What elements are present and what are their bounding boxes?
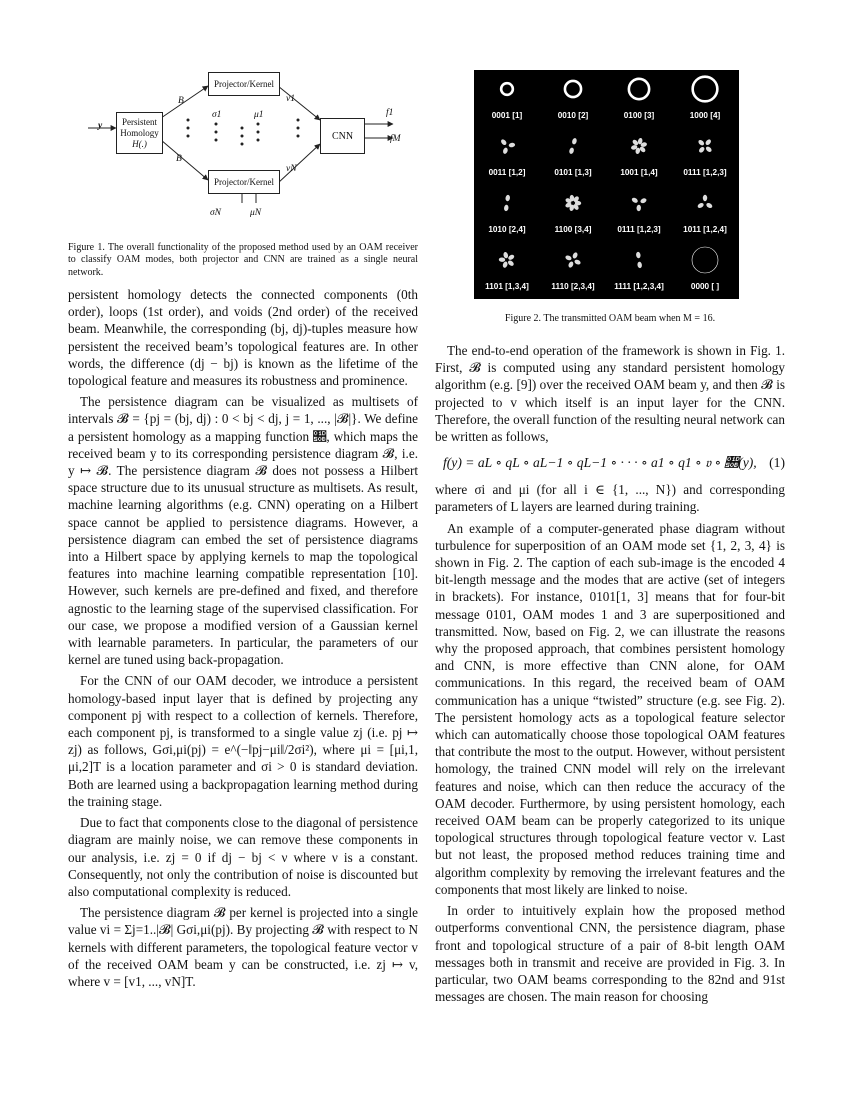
oam-beam-label: 0111 [1,2,3] (617, 225, 661, 234)
oam-beam-pattern (558, 74, 588, 104)
left-column (68, 286, 418, 994)
figure-2-oam-beams (474, 70, 739, 299)
oam-beam-pattern (558, 131, 588, 161)
oam-beam-cell (606, 127, 672, 184)
oam-beam-pattern (492, 74, 522, 104)
oam-beam-pattern (492, 131, 522, 161)
oam-beam-label: 0010 [2] (557, 111, 589, 120)
oam-beam-pattern (624, 131, 654, 161)
oam-beam-label: 1011 [1,2,4] (683, 225, 727, 234)
right-paragraph-2: where σi and μi (for all i ∈ {1, ..., N}) and corresponding parameters of L layers are learned during training. (435, 482, 785, 515)
cnn-box: CNN (320, 118, 365, 154)
left-paragraph-2: The persistence diagram can be visualized as multisets of intervals 𝓑 = {pj = (bj, dj) : 0 < bj < dj, j = 1, ..., |𝓑|}. We define a persistent homology as a mapping function 𝔋, which maps the received beam y to its corresponding persistence diagram 𝓑, i.e. y ↦ 𝓑. The persistence diagram 𝓑 does not possess a Hilbert space structure due to its unusual structure as multisets. As result, machine learning algorithms (e.g. CNN) operating on a Hilbert space cannot be applied to persistence diagrams. However, a persistence diagram can embed the set of persistence diagrams into a Hilbert space by applying kernels to map the topological features into machine learning compatible representation [10]. However, such kernels are pre-defined and fixed, and therefore agnostic to the learning stage of the supervised classification. For our case, we propose a modified version of a Gaussian kernel with learnable parameters. In particular, the parameters of our kernel are tuned using back-propagation. (68, 394, 418, 668)
projector-kernel-bottom: Projector/Kernel (208, 170, 280, 194)
oam-beam-cell (672, 127, 738, 184)
oam-beam-pattern (558, 188, 588, 218)
sigmaN-label: σN (210, 208, 222, 218)
persistent-homology-box (116, 112, 163, 154)
oam-beam-label: 0001 [1] (491, 111, 523, 120)
equation-text: f(y) = aL ∘ qL ∘ aL−1 ∘ qL−1 ∘ · · · ∘ a1 ∘ q1 ∘ 𝔳 ∘ 𝔋(y), (443, 455, 757, 471)
oam-beam-label: 1110 [2,3,4] (551, 282, 595, 291)
oam-beam-cell (672, 184, 738, 241)
equation-1 (443, 455, 785, 471)
oam-beam-label: 1100 [3,4] (554, 225, 592, 234)
equation-number: (1) (769, 455, 785, 471)
oam-beam-label: 0101 [1,3] (554, 168, 592, 177)
oam-beam-label: 1000 [4] (689, 111, 721, 120)
b-top-label: B (178, 96, 184, 106)
ph-line-3: H(.) (132, 138, 147, 149)
projector-kernel-top: Projector/Kernel (208, 72, 280, 96)
figure-1-caption: Figure 1. The overall functionality of the proposed method used by an OAM receiver to classify OAM modes, both projector and CNN are trained as a single neural network. (68, 242, 418, 278)
oam-beam-pattern (690, 74, 720, 104)
b-bottom-label: B (176, 154, 182, 164)
left-paragraph-1: persistent homology detects the connected components (0th order), loops (1st order), and voids (2nd order) of the received beam. Meanwhile, the corresponding (bj, dj)-tuples measure how persistent the received beam’s topological features are. In other words, the difference (dj − bj) is known as the lifetime of the topological feature and measures its robustness and prominence. (68, 287, 418, 389)
oam-beam-label: 1101 [1,3,4] (485, 282, 529, 291)
oam-beam-cell (672, 241, 738, 298)
ph-line-1: Persistent (122, 116, 157, 127)
left-paragraph-3: For the CNN of our OAM decoder, we introduce a persistent homology-based input layer that is defined by projecting any component pj with respect to a collection of kernels. Therefore, each component pj, is transformed to a single value zj (i.e. pj ↦ zj) as follows, Gσi,μi(pj) = e^(−‖pj−μi‖/2σi²), where μi = [μi,1, μi,2]T is a location parameter and σi > 0 is standard deviation. Both are learned using a backpropagation learning method during the training stage. (68, 673, 418, 809)
oam-beam-pattern (690, 188, 720, 218)
fM-label: fM (390, 134, 401, 144)
oam-beam-label: 0000 [ ] (690, 282, 720, 291)
mu1-label: μ1 (254, 110, 264, 120)
right-column (435, 342, 785, 1009)
ph-line-2: Homology (120, 127, 159, 138)
oam-beam-cell (474, 127, 540, 184)
v1-label: v1 (286, 94, 295, 104)
oam-beam-pattern (624, 188, 654, 218)
input-label: y (98, 121, 103, 131)
oam-beam-pattern (492, 188, 522, 218)
right-paragraph-3: An example of a computer-generated phase diagram without turbulence for superposition of an OAM mode set {1, 2, 3, 4} is shown in Fig. 2. The caption of each sub-image is the encoded 4 bit-length message and the modes that are active (set of integers in brackets). For instance, 0101[1, 3] means that for four-bit message 0101, OAM modes 1 and 3 are superpositioned and transmitted. Now, based on Fig. 2, we can illustrate the reasons why the proposed approach, that combines persistent homology and CNN, is more effective than CNN alone, for OAM communications. In this regard, the received beam of OAM communication has a unique “twisted” structure (e.g. see Fig. 2). The persistent homology acts as a topological feature selector which can automatically choose those topological OAM features that contribute the most to the output. However, without persistent homology, the trained CNN model will rely on the irrelevant features and noise, which can then reduce the accuracy of the OAM decoder. Furthermore, by using persistent homology, each received OAM beam can be properly categorized to its unique topological structures through topological feature vector v. Last but not least, the proposed method reduces training time and algorithm complexity by removing the irrelevant features and the components that most likely are linked to noise. (435, 520, 785, 897)
oam-beam-label: 0011 [1,2] (488, 168, 526, 177)
sigma1-label: σ1 (212, 110, 222, 120)
oam-beam-cell (540, 127, 606, 184)
oam-beam-pattern (624, 245, 654, 275)
oam-beam-label: 1001 [1,4] (620, 168, 658, 177)
oam-beam-label: 1010 [2,4] (488, 225, 526, 234)
vN-label: vN (286, 164, 297, 174)
oam-beam-pattern (558, 245, 588, 275)
oam-beam-pattern (624, 74, 654, 104)
oam-beam-cell (606, 70, 672, 127)
oam-beam-cell (474, 184, 540, 241)
oam-beam-cell (606, 184, 672, 241)
oam-beam-cell (606, 241, 672, 298)
figure-2-caption: Figure 2. The transmitted OAM beam when M = 16. (504, 313, 716, 324)
oam-beam-cell (540, 70, 606, 127)
oam-beam-pattern (690, 131, 720, 161)
oam-beam-pattern (690, 245, 720, 275)
oam-beam-cell (474, 70, 540, 127)
oam-beam-label: 0100 [3] (623, 111, 655, 120)
left-paragraph-4: Due to fact that components close to the diagonal of persistence diagram are mainly noise, we can remove these components in our analysis, i.e. zj = 0 if dj − bj < ν where ν is a constant. Consequently, not only the contribution of noise is discounted but also computational complexity is reduced. (68, 815, 418, 899)
muN-label: μN (250, 208, 262, 218)
right-paragraph-4: In order to intuitively explain how the proposed method outperforms conventional CNN, the persistence diagram, phase front and topological structure of a pair of 8-bit length OAM messages both in transmit and receive are provided in Fig. 3. In particular, two OAM beams corresponding to the 82nd and 91st messages are chosen. The main reason for choosing (435, 903, 785, 1005)
oam-beam-label: 1111 [1,2,3,4] (614, 282, 664, 291)
oam-beam-pattern (492, 245, 522, 275)
oam-beam-label: 0111 [1,2,3] (683, 168, 727, 177)
oam-beam-cell (672, 70, 738, 127)
oam-beam-cell (540, 184, 606, 241)
oam-beam-cell (540, 241, 606, 298)
left-paragraph-5: The persistence diagram 𝓑 per kernel is projected into a single value vi = Σj=1..|𝓑| Gσi,μi(pj). By projecting 𝓑 with respect to N kernels with different parameters, the topological feature vector v of the received OAM beam y can be constructed, i.e. zj ↦ v, where v = [v1, ..., vN]T. (68, 905, 418, 989)
figure-1-diagram (68, 58, 418, 238)
right-paragraph-1: The end-to-end operation of the framework is shown in Fig. 1. First, 𝓑 is computed using any standard persistent homology algorithm (e.g. [9]) over the received OAM beam y, and then 𝓑 is projected to v which itself is an input layer for the CNN. Therefore, the overall function of the resulting neural network can be written as follows, (435, 343, 785, 445)
oam-beam-cell (474, 241, 540, 298)
f1-label: f1 (386, 108, 394, 118)
